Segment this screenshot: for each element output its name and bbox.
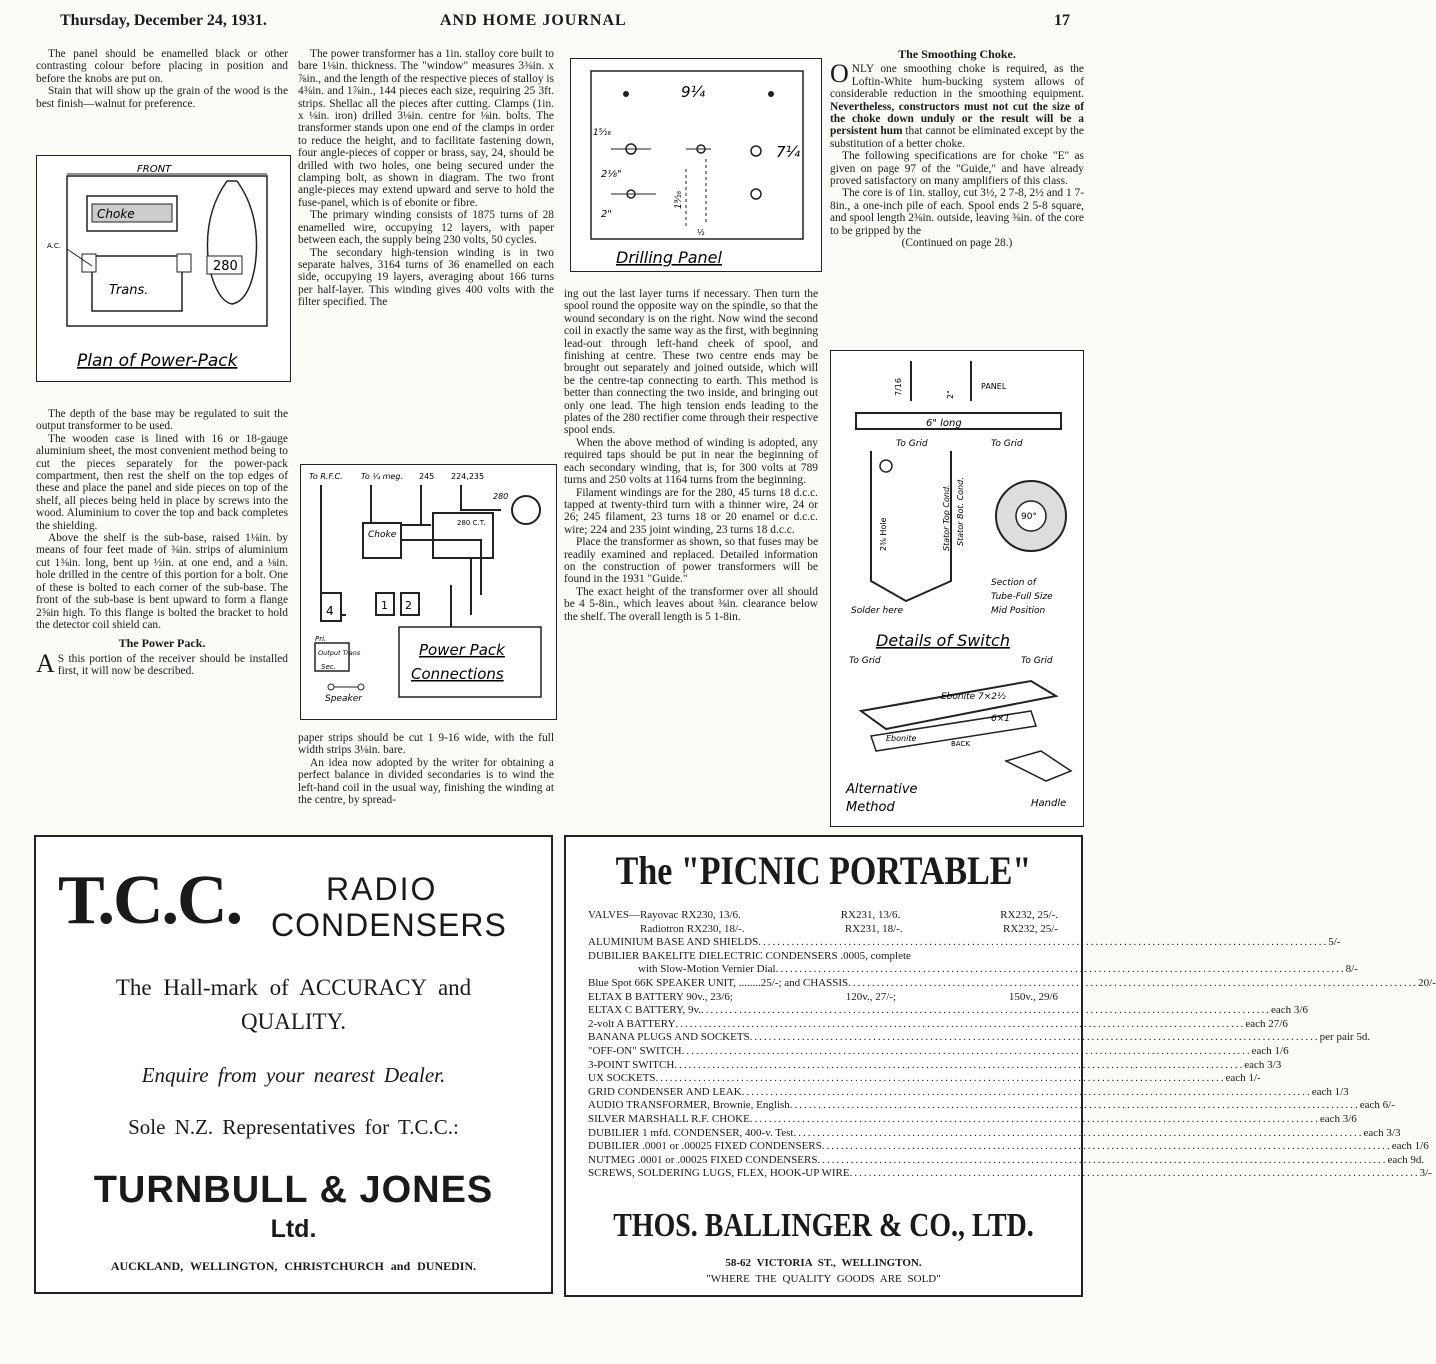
fig2-to-rfc: To R.F.C. <box>309 472 343 481</box>
col1-dropcap: A <box>36 648 55 678</box>
ad1-cities: AUCKLAND, WELLINGTON, CHRISTCHURCH and DUNEDIN. <box>110 1259 477 1273</box>
ad2-leader-dots: ........................................................................................................................ <box>793 1126 1364 1139</box>
figure-drilling-panel <box>570 58 822 272</box>
fig1-ac-label: A.C. <box>47 242 62 250</box>
ad2-item-name: DUBILIER .0001 or .00025 FIXED CONDENSERS <box>588 1140 822 1153</box>
col4-paragraph-2: The following specifications are for choke "E" as given on page 97 of the "Guide," and have already proved satisfactory on many amplifiers of this class. <box>830 150 1084 188</box>
col2-paragraph-5: An idea now adopted by the writer for obtaining a perfect balance in divided secondaries is to wind the left-hand coil in the usual way, finishing the winding at the centre, by spread- <box>298 756 554 807</box>
ad2-valves-2b: RX231, 18/-. <box>844 922 903 935</box>
ad2-price-list <box>588 909 1436 1181</box>
column-2-bottom <box>298 732 554 806</box>
page-header <box>60 8 1070 32</box>
fig2-choke: Choke <box>368 530 397 540</box>
fig4-degrees: 90° <box>1021 512 1037 522</box>
fig4-dim-1: 7/16 <box>894 378 903 396</box>
ad2-item-price: per pair 5d. <box>1319 1031 1371 1044</box>
ad2-item-price: each 3/6 <box>1319 1112 1357 1125</box>
ad2-valves-1a: VALVES—Rayovac RX230, 13/6. <box>588 909 741 921</box>
ad2-item-name: DUBILIER BAKELITE DIELECTRIC CONDENSERS .0005, complete <box>588 949 911 962</box>
fig4-stator-top: Stator Top Cond. <box>942 484 951 551</box>
ad2-item-name: BANANA PLUGS AND SOCKETS <box>588 1031 750 1044</box>
fig2-caption-2: Connections <box>411 665 504 683</box>
fig3-caption: Drilling Panel <box>616 248 722 267</box>
ad2-company: THOS. BALLINGER & CO., LTD. <box>613 1207 1034 1244</box>
ad1-tcc-logo: T.C.C. <box>58 862 242 939</box>
ad2-price-row <box>588 963 1358 977</box>
fig4-to-grid-2: To Grid <box>991 439 1023 449</box>
col1-paragraph-2: Stain that will show up the grain of the wood is the best finish—walnut for preference. <box>36 85 288 110</box>
ad2-eltax-b-a: ELTAX B BATTERY 90v., 23/6; <box>588 990 733 1003</box>
ad2-item-name: ELTAX C BATTERY, 9v. <box>588 1004 702 1017</box>
fig4-hole: 2⅜ Hole <box>879 517 888 551</box>
column-1-top <box>36 48 288 110</box>
ad2-item-price: each 1/3 <box>1311 1085 1349 1098</box>
col3-paragraph-2: When the above method of winding is adopted, any required taps should be put in near the beginning of each secondary winding, that is, for 300 volts at 789 turns and 250 volts at 1164 turns from the beginning. <box>564 436 818 487</box>
ad2-item-price: each 3/3 <box>1244 1058 1282 1071</box>
ad2-item-price: each 9d. <box>1387 1153 1425 1166</box>
column-1-bottom <box>36 408 288 678</box>
fig2-cond-4: 4 <box>326 604 334 618</box>
ad2-price-row <box>588 950 1058 964</box>
ad2-item-name: ALUMINIUM BASE AND SHIELDS <box>588 936 759 949</box>
ad2-price-row <box>588 1004 1308 1018</box>
advert-tcc-radio-condensers <box>34 835 553 1294</box>
ad2-price-row <box>588 1140 1429 1154</box>
ad2-item-price: 3/- <box>1419 1167 1432 1180</box>
fig2-280: 280 <box>493 492 509 501</box>
ad2-item-name: SILVER MARSHALL R.F. CHOKE <box>588 1112 750 1125</box>
fig2-pri: Pri. <box>315 635 327 643</box>
ad2-item-name: AUDIO TRANSFORMER, Brownie, English <box>588 1099 790 1112</box>
ad2-leader-dots: ........................................................................................................................ <box>675 1017 1246 1030</box>
ad2-leader-dots: ........................................................................................................................ <box>817 1153 1388 1166</box>
ad2-leader-dots: ........................................................................................................................ <box>741 1085 1312 1098</box>
header-page-number: 17 <box>1054 12 1070 29</box>
ad2-price-row <box>588 1112 1357 1127</box>
ad2-price-row <box>588 1099 1395 1113</box>
ad2-valves-row-2 <box>588 923 1058 937</box>
ad2-item-price: each 27/6 <box>1245 1017 1288 1030</box>
col2-paragraph-2: The primary winding consists of 1875 turns of 28 enamelled wire, occupying 12 layers, with paper between each, the supply being 230 volts, 50 cycles. <box>298 209 554 247</box>
fig3-dim-2: 2⅛" <box>601 169 622 180</box>
ad2-title: The "PICNIC PORTABLE" <box>615 848 1032 893</box>
fig4-dim-2: 2" <box>946 390 955 399</box>
ad2-leader-dots: ........................................................................................................................ <box>749 1112 1320 1125</box>
advert-picnic-portable <box>564 835 1436 1297</box>
figure-details-of-switch <box>830 350 1084 827</box>
header-journal-title: AND HOME JOURNAL <box>440 12 627 29</box>
ad2-item-price: each 3/3 <box>1363 1126 1401 1139</box>
ad2-item-price: 8/- <box>1345 963 1358 976</box>
ad2-leader-dots: ........................................................................................................................ <box>775 963 1346 976</box>
ad2-price-row <box>588 1031 1371 1045</box>
fig4-to-grid-3: To Grid <box>849 656 881 666</box>
ad2-slogan: "WHERE THE QUALITY GOODS ARE SOLD" <box>706 1273 941 1285</box>
col1-paragraph-6: S this portion of the receiver should be installed first, it will now be described. <box>57 652 288 678</box>
col1-subheading-power-pack: The Power Pack. <box>118 636 206 651</box>
ad2-eltax-b-c: 150v., 29/6 <box>1008 990 1058 1003</box>
figure-power-pack-connections <box>300 464 557 720</box>
fig2-caption-1: Power Pack <box>419 641 505 659</box>
fig2-to-meg: To ¼ meg. <box>361 472 403 481</box>
fig2-ct: 280 C.T. <box>457 519 486 527</box>
ad2-item-price: 20/- <box>1418 976 1436 989</box>
ad2-leader-dots: ........................................................................................................................ <box>655 1072 1226 1085</box>
figure-plan-of-power-pack <box>36 155 291 382</box>
ad1-condensers: CONDENSERS <box>271 907 507 943</box>
col4-paragraph-1-bold: Nevertheless, constructors must not cut the size of the choke down unduly or the result will be a persistent hum <box>830 100 1084 138</box>
ad2-price-row <box>588 1044 1289 1059</box>
column-2-top <box>298 48 554 309</box>
ad2-price-row <box>588 1072 1261 1086</box>
fig4-mid: Mid Position <box>991 606 1046 616</box>
ad1-hallmark-line-1: The Hall-mark of ACCURACY and <box>115 975 472 1000</box>
fig3-dim-1: 1⁵⁄₁₆ <box>593 128 612 138</box>
ad2-valves-1c: RX232, 25/-. <box>1000 909 1058 921</box>
fig4-solder: Solder here <box>851 606 904 616</box>
col4-paragraph-3: The core is of 1in. stalloy, cut 3½, 2 7-8, 2½ and 1 7-8in., a one-inch pile of each. Spool ends 2 5-8 square, and spool length 2⅜in. outside, leaving ⅜in. of the core to be gripped by the <box>830 187 1084 237</box>
fig2-cond-1: 1 <box>381 599 388 612</box>
ad2-item-name: SCREWS, SOLDERING LUGS, FLEX, HOOK-UP WIRE <box>588 1167 850 1180</box>
ad1-sole-representatives: Sole N.Z. Representatives for T.C.C.: <box>128 1115 459 1139</box>
ad1-radio: RADIO <box>326 871 438 907</box>
ad1-company-name: TURNBULL & JONES <box>93 1169 494 1211</box>
ad2-eltax-b-row <box>588 991 1058 1005</box>
fig2-output-trans: Output Trans <box>318 649 361 657</box>
ad1-ltd: Ltd. <box>270 1215 317 1243</box>
col4-paragraph-1: NLY one smoothing choke is required, as the Loftin-White hum-bucking system allows of considerable reduction in the smoothing equipment. <box>830 63 1084 101</box>
ad2-price-row <box>588 936 1341 950</box>
fig4-back: BACK <box>951 740 970 748</box>
fig2-224: 224,235 <box>451 472 485 481</box>
ad2-price-row <box>588 1017 1288 1032</box>
fig4-size: 6×1 <box>991 714 1010 724</box>
ad2-item-name: 2-volt A BATTERY <box>588 1017 676 1030</box>
ad2-item-name: with Slow-Motion Vernier Dial <box>638 963 776 976</box>
col4-paragraph-1-end: that cannot be eliminated except by the substitution of a better choke. <box>830 125 1084 150</box>
col4-dropcap: O <box>830 59 849 89</box>
ad2-price-row <box>588 1167 1432 1181</box>
fig4-ebonite-1: Ebonite 7×2½ <box>941 692 1006 702</box>
fig4-alt-2: Method <box>846 800 895 815</box>
col3-paragraph-3: Filament windings are for the 280, 45 turns 18 d.c.c. tapped at twenty-third turn with a thinner wire, 24 or 26; 245 filament, 23 turns 18 or 20 enamel or d.c.c. wire; 224 and 235 joint winding, 23 turns 18 d.c.c. <box>564 486 818 536</box>
col1-paragraph-4: The wooden case is lined with 16 or 18-gauge aluminium sheet, the most convenient method being to cut the pieces separately for the power-pack compartment, then rest the shelf on the top edges of these and place the panel and side pieces on top of the shelf, all pieces being held in place by screws into the wood. Aluminium to cover the top and back completes the shielding. <box>36 432 288 532</box>
header-date: Thursday, December 24, 1931. <box>60 12 267 29</box>
ad2-leader-dots: ........................................................................................................................ <box>749 1031 1320 1044</box>
col1-paragraph-5: Above the shelf is the sub-base, raised 1⅛in. by means of four feet made of ⅜in. strips of aluminium cut 1⅜in. long, bent up ½in. at one end, and a ⅛in. hole drilled in the centre of this portion for a bolt. One of these is bolted to each corner of the sub-base. The front of the sub-base is bent upward to form a flange 2⅝in high. To this flange is bolted the bracket to hold the detector coil shield can. <box>36 532 288 631</box>
col3-paragraph-4: Place the transformer as shown, so that fuses may be readily examined and replaced. Detailed information on the construction of power transformers will be found in the 1931 "Guide." <box>564 536 818 586</box>
ad2-item-price: each 6/- <box>1359 1099 1395 1112</box>
ad2-price-row <box>588 1058 1282 1073</box>
fig1-choke-label: Choke <box>97 207 135 221</box>
ad2-item-name: UX SOCKETS <box>588 1072 656 1085</box>
fig4-to-grid-4: To Grid <box>1021 656 1053 666</box>
fig2-245: 245 <box>419 472 435 481</box>
ad1-enquire: Enquire from your nearest Dealer. <box>141 1063 446 1087</box>
fig1-280-label: 280 <box>213 259 238 274</box>
ad2-address: 58-62 VICTORIA ST., WELLINGTON. <box>725 1257 922 1269</box>
col2-paragraph-3: The secondary high-tension winding is in two separate halves, 3164 turns of 36 enamelled on each side, occupying 19 layers, averaging about 166 turns per half-layer. This winding gives 400 volts with the filter specified. The <box>298 246 554 309</box>
ad2-item-name: "OFF-ON" SWITCH <box>588 1044 682 1057</box>
col2-paragraph-1: The power transformer has a 1in. stalloy core built to bare 1⅛in. thickness. The "window" measures 3⅜in. x ⅞in., and the length of the respective pieces of stalloy is 4⅜in. and 1⅞in., 144 pieces each size, requiring 25 3ft. strips. Shellac all the pieces after cutting. Clamps (1in. x ⅛in. iron) drilled 3⅛in. centre for ⅛in. bolts. The transformer stands upon one end of the clamps in order to reduce the height, and to facilitate fastening down, four angle-pieces of copper or brass, say, 24, should be drilled with two holes, one being secured under the clamping bolt, as shown in diagram. The two front angle-pieces may extend upward and serve to hold the fuse-panel, which is of ebonite or fibre. <box>298 48 554 209</box>
col1-paragraph-3: The depth of the base may be regulated to suit the output transformer to be used. <box>36 408 288 433</box>
ad2-item-price: 5/- <box>1328 936 1341 949</box>
column-3 <box>564 288 818 623</box>
ad2-eltax-b-b: 120v., 27/-; <box>845 990 897 1003</box>
fig4-details-caption: Details of Switch <box>876 631 1010 650</box>
col4-subheading-smoothing-choke: The Smoothing Choke. <box>898 47 1016 61</box>
fig2-sec: Sec. <box>321 663 336 671</box>
fig4-long: 6" long <box>926 418 962 429</box>
ad2-item-name: NUTMEG .0001 or .00025 FIXED CONDENSERS <box>588 1153 818 1166</box>
ad2-item-price: each 1/6 <box>1251 1044 1289 1057</box>
ad2-item-price: each 3/6 <box>1271 1004 1308 1017</box>
ad2-leader-dots: ........................................................................................................................ <box>674 1058 1245 1071</box>
ad2-leader-dots: ........................................................................................................................ <box>681 1044 1252 1057</box>
ad2-leader-dots: ........................................................................................................................ <box>758 936 1329 949</box>
fig4-tube: Tube-Full Size <box>991 592 1053 602</box>
fig3-dim-5: ½ <box>697 228 705 237</box>
fig1-caption: Plan of Power-Pack <box>77 351 238 371</box>
col3-paragraph-1: ing out the last layer turns if necessary. Then turn the spool round the opposite way on the spindle, so that the wound secondary is on the right. Now wind the second coil in exactly the same way as the first, with beginning lead-out through left-hand cheek of spool, and finishing at centre. These two centre ends may be brought out separately and joined outside, which will be the centre-tap connecting to earth. This method is better than connecting the two inside, and bringing out only one lead. The high tension ends leading to the plates of the 280 rectifier come through their respective spool ends. <box>564 288 819 437</box>
col3-paragraph-5: The exact height of the transformer over all should be 4 5-8in., which leaves about ⅜in. clearance below the shelf. The overall length is 5 1-8in. <box>564 585 818 623</box>
fig4-handle: Handle <box>1031 798 1067 809</box>
fig3-dim-4: 1⁹⁄₁₆ <box>674 190 684 209</box>
ad2-item-price: each 1/- <box>1225 1072 1261 1085</box>
fig2-speaker: Speaker <box>325 694 362 704</box>
ad2-leader-dots: ........................................................................................................................ <box>821 1140 1392 1153</box>
ad2-leader-dots: ........................................................................................................................ <box>848 976 1419 989</box>
ad2-valves-2a: Radiotron RX230, 18/-. <box>640 922 745 935</box>
ad2-price-row <box>588 976 1436 991</box>
column-4 <box>830 48 1084 250</box>
col2-paragraph-4: paper strips should be cut 1 9-16 wide, with the full width strips 3⅛in. bare. <box>298 732 554 757</box>
ad2-leader-dots: ........................................................................................................................ <box>789 1099 1360 1112</box>
fig2-cond-2: 2 <box>405 599 412 612</box>
ad2-item-name: Blue Spot 66K SPEAKER UNIT, ........25/-; and CHASSIS <box>588 976 849 989</box>
ad2-price-row <box>588 1085 1349 1100</box>
ad2-leader-dots <box>911 950 1058 964</box>
fig4-to-grid-1: To Grid <box>896 439 928 449</box>
ad2-valves-row-1 <box>588 909 1058 923</box>
ad2-valves-2c: RX232, 25/- <box>1003 922 1058 935</box>
ad2-valves-1b: RX231, 13/6. <box>840 909 901 921</box>
fig3-dim-3: 2" <box>601 209 612 220</box>
col1-paragraph-1: The panel should be enamelled black or other contrasting colour before placing in position and before the knobs are put on. <box>36 48 288 85</box>
fig4-section: Section of <box>991 578 1036 588</box>
fig1-trans-label: Trans. <box>109 283 149 298</box>
ad2-item-price: each 1/6 <box>1391 1140 1429 1153</box>
fig4-alt-1: Alternative <box>846 782 918 797</box>
col4-continued: (Continued on page 28.) <box>901 237 1013 250</box>
fig4-ebonite-2: Ebonite <box>886 734 917 743</box>
ad2-price-row <box>588 1126 1401 1141</box>
fig3-height: 7¼ <box>776 143 801 161</box>
fig4-panel: PANEL <box>981 382 1007 391</box>
ad2-price-row <box>588 1153 1425 1168</box>
ad1-hallmark-line-2: QUALITY. <box>241 1009 346 1034</box>
ad2-leader-dots: ........................................................................................................................ <box>849 1167 1420 1180</box>
ad2-item-name: 3-POINT SWITCH <box>588 1058 675 1071</box>
ad2-item-name: GRID CONDENSER AND LEAK <box>588 1085 742 1098</box>
ad2-item-name: DUBILIER 1 mfd. CONDENSER, 400-v. Test <box>588 1126 794 1139</box>
fig3-width: 9¼ <box>681 83 706 101</box>
fig1-front-label: FRONT <box>137 164 172 175</box>
ad2-leader-dots: ........................................................................................................................ <box>701 1004 1272 1017</box>
fig4-stator-bot: Stator Bot. Cond. <box>956 477 965 546</box>
